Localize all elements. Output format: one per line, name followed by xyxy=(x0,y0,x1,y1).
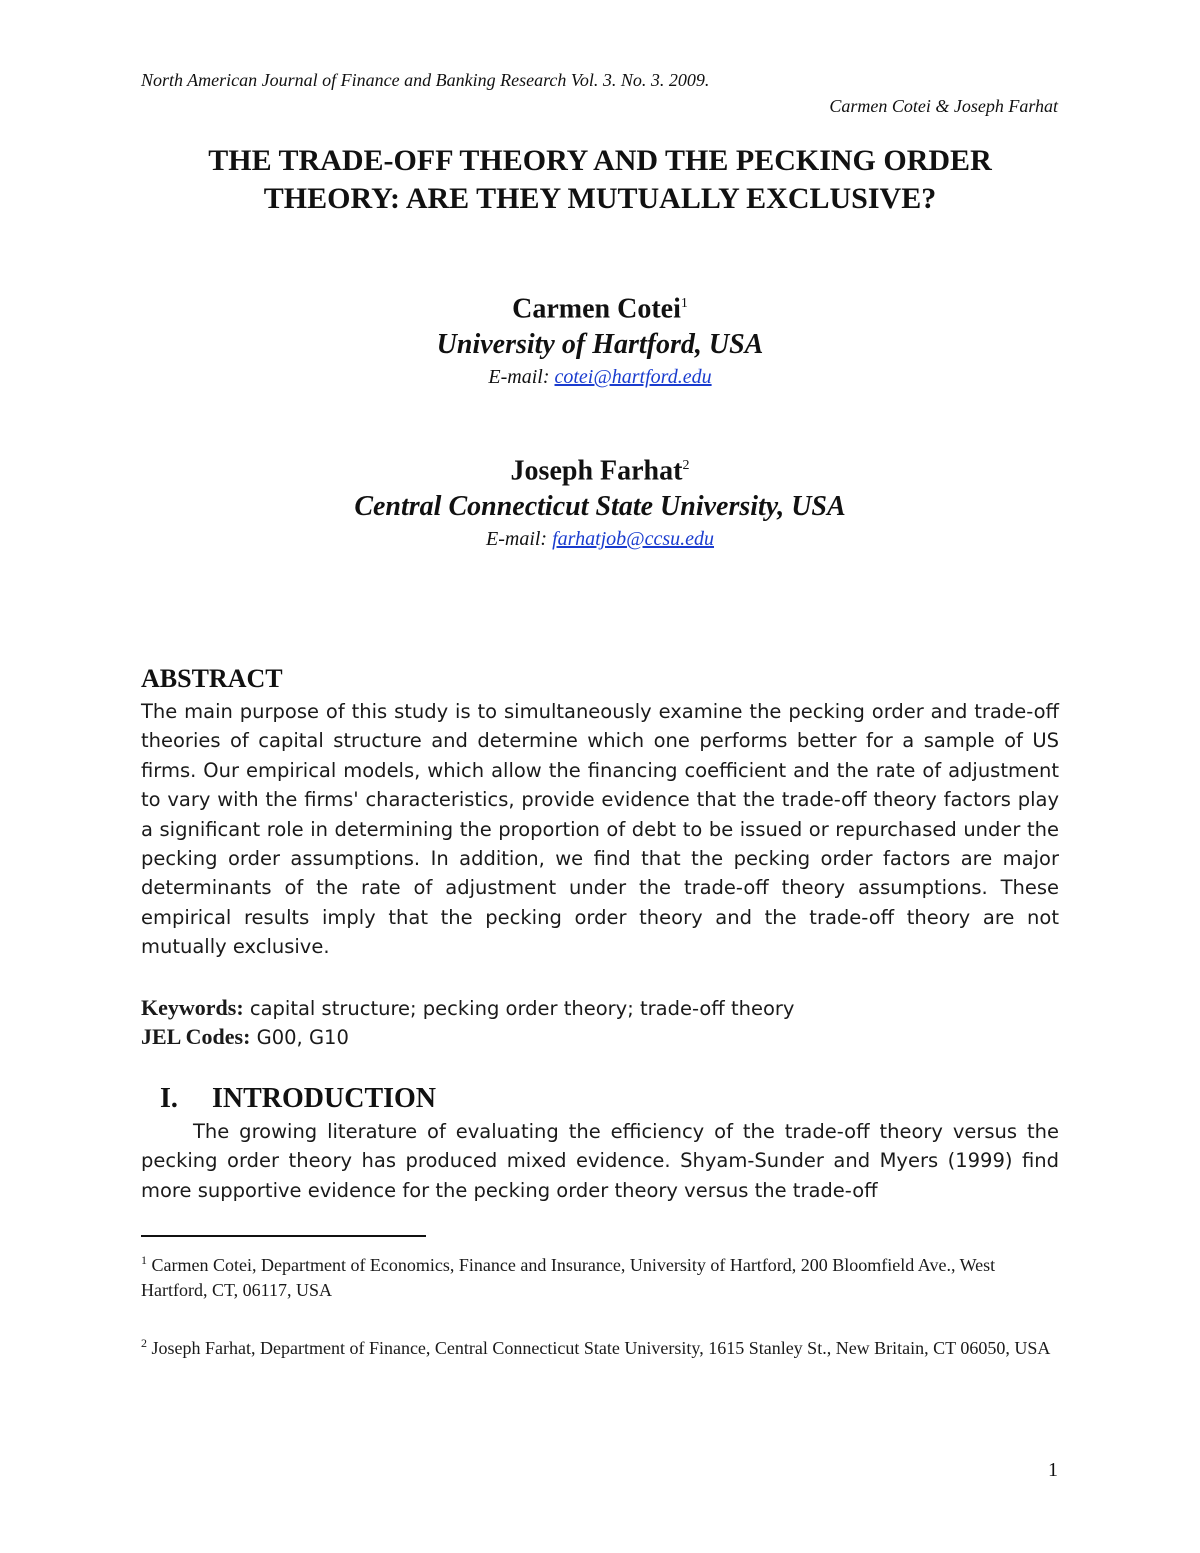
footnote-mark: 1 xyxy=(141,1253,147,1267)
section-title: INTRODUCTION xyxy=(212,1083,437,1114)
author-email-line xyxy=(141,525,1059,553)
footnote-text: Joseph Farhat, Department of Finance, Central Connecticut State University, 1615 Stanley St., New Britain, CT 06050, USA xyxy=(151,1338,1051,1358)
author-name xyxy=(141,286,1059,327)
running-head-journal: North American Journal of Finance and Banking Research Vol. 3. No. 3. 2009. xyxy=(141,70,710,90)
footnote-1 xyxy=(141,1248,1059,1303)
author-affiliation: University of Hartford, USA xyxy=(436,329,764,361)
email-label: E-mail: xyxy=(488,366,550,389)
paper-title xyxy=(141,142,1059,218)
author-email-line xyxy=(141,363,1059,391)
keywords-line xyxy=(141,993,1059,1023)
title-line-1: THE TRADE-OFF THEORY AND THE PECKING ORDER xyxy=(208,144,992,177)
author-email-link[interactable]: farhatjob@ccsu.edu xyxy=(552,528,714,551)
introduction-text: The growing literature of evaluating the efficiency of the trade-off theory versus the pecking order theory has produced mixed evidence. Shyam-Sunder and Myers (1999) find more supportive evidence for the pecking order theory versus the trade-off xyxy=(141,1120,1059,1202)
author-name-text: Joseph Farhat xyxy=(510,455,683,487)
footnote-mark: 2 xyxy=(141,1336,147,1350)
jel-codes-value: G00, G10 xyxy=(256,1026,349,1049)
jel-codes-label: JEL Codes: xyxy=(141,1024,251,1049)
author-email-link[interactable]: cotei@hartford.edu xyxy=(554,366,712,389)
page-number: 1 xyxy=(1048,1459,1058,1481)
running-head-authors: Carmen Cotei & Joseph Farhat xyxy=(829,96,1058,116)
keywords-label: Keywords: xyxy=(141,995,244,1020)
footnote-mark: 1 xyxy=(680,296,688,311)
footnote-text: Carmen Cotei, Department of Economics, Finance and Insurance, University of Hartford, 200 Bloomfield Ave., West Hartford, CT, 06117, USA xyxy=(141,1255,996,1300)
footnote-2 xyxy=(141,1331,1059,1361)
author-block-1 xyxy=(141,286,1059,391)
footnote-divider xyxy=(141,1235,426,1237)
keywords-value: capital structure; pecking order theory; trade-off theory xyxy=(249,997,795,1020)
section-heading-introduction xyxy=(160,1083,436,1115)
email-label: E-mail: xyxy=(486,528,548,551)
footnote-mark: 2 xyxy=(682,458,690,473)
title-line-2: THEORY: ARE THEY MUTUALLY EXCLUSIVE? xyxy=(263,182,937,215)
author-affiliation: Central Connecticut State University, USA xyxy=(354,491,846,523)
abstract-heading: ABSTRACT xyxy=(141,664,283,693)
abstract-text: The main purpose of this study is to simultaneously examine the pecking order and trade-off theories of capital structure and determine which one performs better for a sample of US firms. Our empirical models, which allow the financing coefficient and the rate of adjustment to vary with the firms' characteristics, provide evidence that the trade-off theory factors play a significant role in determining the proportion of debt to be issued or repurchased under the pecking order assumptions. In addition, we find that the pecking order factors are major determinants of the rate of adjustment under the trade-off theory assumptions. These empirical results imply that the pecking order theory and the trade-off theory are not mutually exclusive. xyxy=(141,700,1059,959)
section-number: I. xyxy=(160,1083,178,1114)
jel-codes-line xyxy=(141,1022,1059,1052)
author-name-text: Carmen Cotei xyxy=(512,293,681,325)
author-name xyxy=(141,448,1059,489)
author-block-2 xyxy=(141,448,1059,553)
